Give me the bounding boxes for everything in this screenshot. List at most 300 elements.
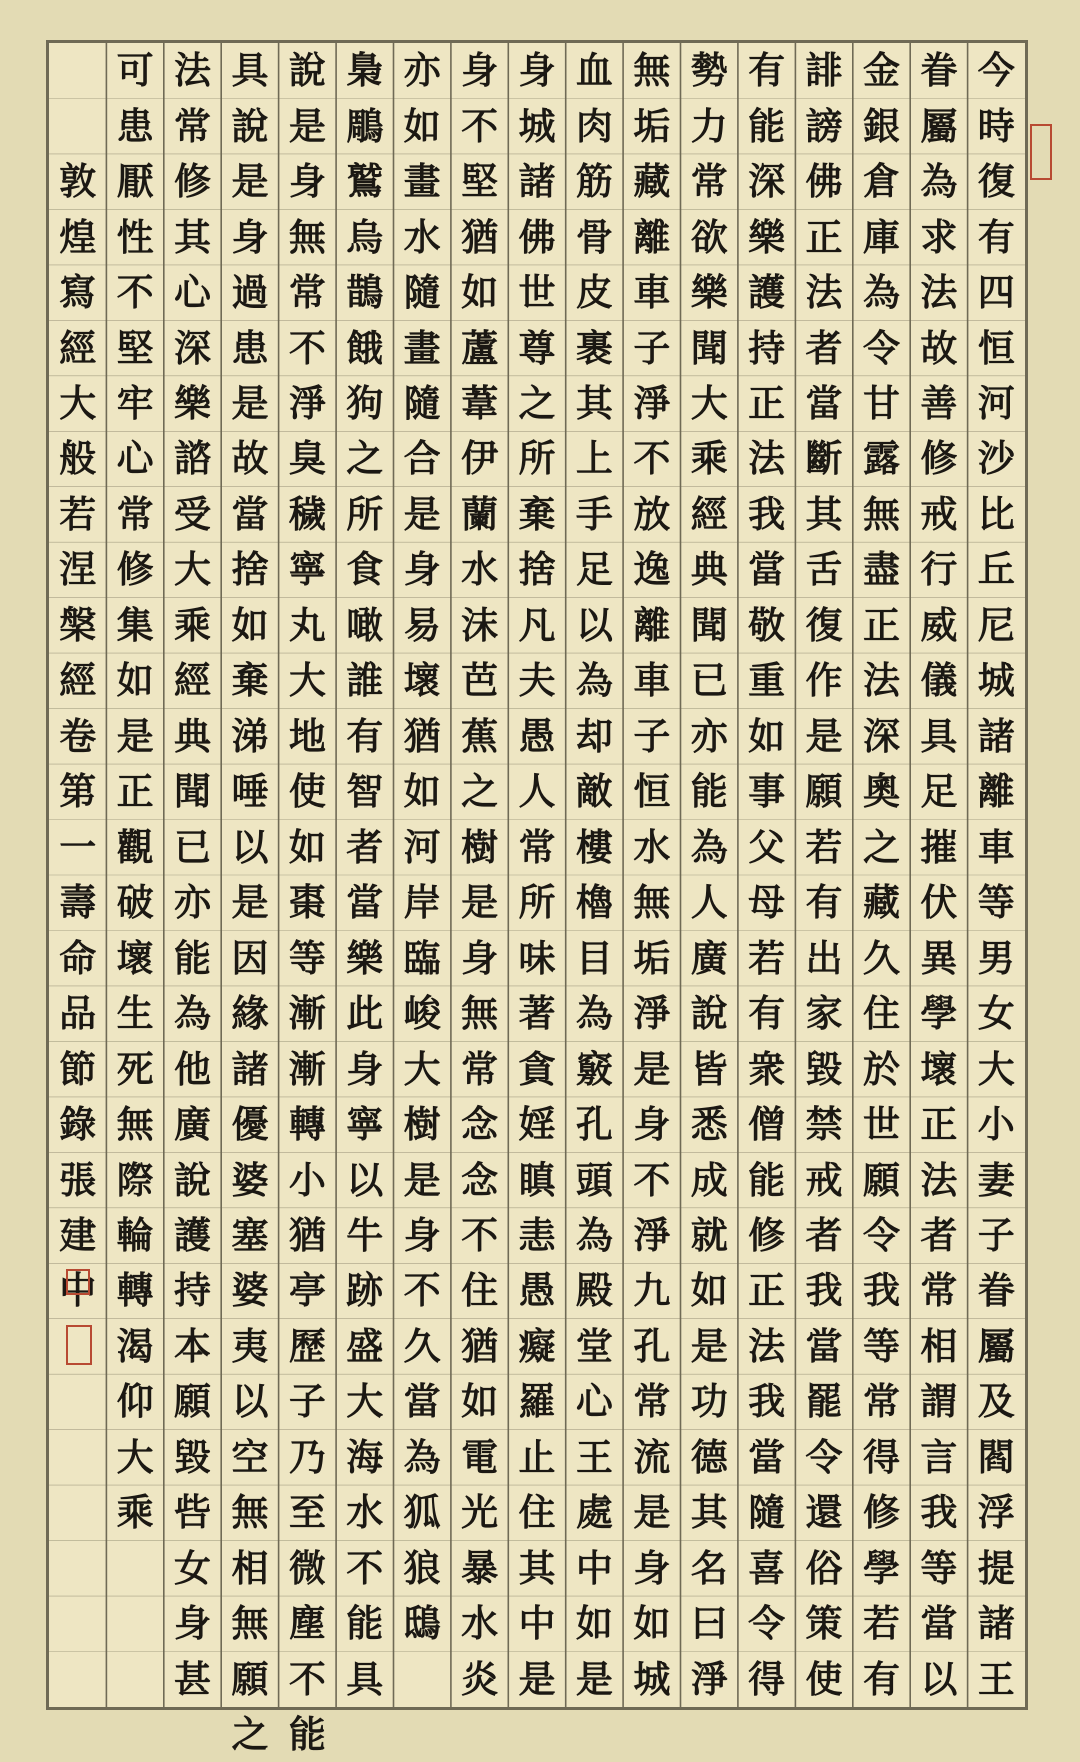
character: 敦 [59, 159, 97, 204]
artist-seal [66, 1269, 90, 1295]
character: 修 [920, 436, 958, 481]
character: 至 [288, 1490, 326, 1535]
character: 若 [862, 1601, 900, 1646]
character: 如 [116, 658, 154, 703]
character: 是 [805, 713, 843, 758]
character: 若 [805, 824, 843, 869]
character: 際 [116, 1157, 154, 1202]
character: 當 [748, 1434, 786, 1479]
character: 水 [461, 1601, 499, 1646]
character: 喜 [748, 1545, 786, 1590]
character: 能 [748, 1157, 786, 1202]
character: 城 [633, 1656, 671, 1701]
character: 光 [461, 1490, 499, 1535]
character: 能 [288, 1712, 326, 1757]
character: 大 [690, 381, 728, 426]
character: 其 [174, 214, 212, 259]
character: 過 [231, 270, 269, 315]
character: 就 [690, 1213, 728, 1258]
character: 法 [862, 658, 900, 703]
character: 比 [977, 491, 1015, 536]
character: 如 [461, 1379, 499, 1424]
character: 沫 [461, 602, 499, 647]
character: 子 [633, 325, 671, 370]
character: 無 [231, 1601, 269, 1646]
character: 盛 [346, 1323, 384, 1368]
character: 樓 [575, 824, 613, 869]
character: 悉 [690, 1102, 728, 1147]
character: 女 [174, 1545, 212, 1590]
character: 大 [59, 381, 97, 426]
character: 以 [231, 1379, 269, 1424]
character: 微 [288, 1545, 326, 1590]
character: 是 [231, 381, 269, 426]
character: 子 [288, 1379, 326, 1424]
character: 經 [690, 491, 728, 536]
character: 為 [575, 991, 613, 1036]
character: 丸 [288, 602, 326, 647]
character: 大 [288, 658, 326, 703]
character: 學 [920, 991, 958, 1036]
character: 電 [461, 1434, 499, 1479]
character: 水 [346, 1490, 384, 1535]
character: 蘆 [461, 325, 499, 370]
character: 大 [174, 547, 212, 592]
character: 經 [174, 658, 212, 703]
character: 甘 [862, 381, 900, 426]
character: 令 [748, 1601, 786, 1646]
character: 樂 [748, 214, 786, 259]
character: 渴 [116, 1323, 154, 1368]
character: 當 [403, 1379, 441, 1424]
character: 恒 [977, 325, 1015, 370]
character: 深 [748, 159, 786, 204]
character: 著 [518, 991, 556, 1036]
character: 臭 [288, 436, 326, 481]
character: 諸 [977, 713, 1015, 758]
character: 復 [977, 159, 1015, 204]
character: 倉 [862, 159, 900, 204]
character: 如 [461, 270, 499, 315]
character: 為 [575, 1213, 613, 1258]
character: 裹 [575, 325, 613, 370]
character: 法 [748, 436, 786, 481]
character: 涅 [59, 547, 97, 592]
character: 恒 [633, 769, 671, 814]
character: 乘 [174, 602, 212, 647]
character: 沙 [977, 436, 1015, 481]
character: 之 [518, 381, 556, 426]
character: 不 [633, 436, 671, 481]
character: 常 [174, 103, 212, 148]
character: 牛 [346, 1213, 384, 1258]
character: 車 [977, 824, 1015, 869]
character: 久 [403, 1323, 441, 1368]
text-column [221, 43, 278, 1757]
character: 節 [59, 1046, 97, 1091]
character: 誰 [346, 658, 384, 703]
text-column [279, 43, 336, 1757]
character: 寧 [288, 547, 326, 592]
character: 炎 [461, 1656, 499, 1701]
character: 淨 [690, 1656, 728, 1701]
character: 鵰 [346, 103, 384, 148]
character: 身 [174, 1601, 212, 1646]
character: 身 [461, 935, 499, 980]
character: 修 [748, 1213, 786, 1258]
character: 身 [633, 1102, 671, 1147]
character: 鵲 [346, 270, 384, 315]
character: 堂 [575, 1323, 613, 1368]
character: 猶 [288, 1213, 326, 1258]
character: 者 [805, 1213, 843, 1258]
character: 為 [690, 824, 728, 869]
character: 蕉 [461, 713, 499, 758]
character: 念 [461, 1157, 499, 1202]
character: 相 [920, 1323, 958, 1368]
character: 人 [690, 880, 728, 925]
character: 及 [977, 1379, 1015, 1424]
character: 唾 [231, 769, 269, 814]
character: 常 [690, 159, 728, 204]
character: 血 [575, 48, 613, 93]
character: 暴 [461, 1545, 499, 1590]
character: 壽 [59, 880, 97, 925]
character: 常 [288, 270, 326, 315]
character: 藏 [862, 880, 900, 925]
text-column [508, 43, 565, 1707]
character: 筋 [575, 159, 613, 204]
character: 有 [805, 880, 843, 925]
character: 無 [461, 991, 499, 1036]
text-column [738, 43, 795, 1707]
character: 孔 [633, 1323, 671, 1368]
character: 其 [575, 381, 613, 426]
character: 牢 [116, 381, 154, 426]
character: 壞 [920, 1046, 958, 1091]
text-column [910, 43, 967, 1707]
character: 為 [575, 658, 613, 703]
character: 城 [977, 658, 1015, 703]
character: 是 [575, 1656, 613, 1701]
character: 水 [461, 547, 499, 592]
character: 貪 [518, 1046, 556, 1091]
character: 蘭 [461, 491, 499, 536]
character: 廣 [174, 1102, 212, 1147]
character: 還 [805, 1490, 843, 1535]
character: 如 [403, 769, 441, 814]
character: 丘 [977, 547, 1015, 592]
character: 壞 [403, 658, 441, 703]
character: 受 [174, 491, 212, 536]
character: 殿 [575, 1268, 613, 1313]
character: 金 [862, 48, 900, 93]
character: 深 [174, 325, 212, 370]
character: 者 [920, 1213, 958, 1258]
character: 露 [862, 436, 900, 481]
character: 尊 [518, 325, 556, 370]
character: 得 [862, 1434, 900, 1479]
character: 戒 [805, 1157, 843, 1202]
character: 臨 [403, 935, 441, 980]
text-column [336, 43, 393, 1707]
character: 愚 [518, 1268, 556, 1313]
character: 世 [518, 270, 556, 315]
character: 銀 [862, 103, 900, 148]
character: 為 [920, 159, 958, 204]
character: 涕 [231, 713, 269, 758]
character: 却 [575, 713, 613, 758]
character: 諸 [231, 1046, 269, 1091]
character: 噉 [346, 602, 384, 647]
character: 棄 [231, 658, 269, 703]
character: 逸 [633, 547, 671, 592]
character: 是 [403, 1157, 441, 1202]
character: 我 [748, 1379, 786, 1424]
character: 常 [862, 1379, 900, 1424]
character: 敬 [748, 602, 786, 647]
character: 我 [862, 1268, 900, 1313]
character: 足 [920, 769, 958, 814]
character: 患 [116, 103, 154, 148]
character: 斷 [805, 436, 843, 481]
character: 棄 [518, 491, 556, 536]
character: 鴟 [403, 1601, 441, 1646]
text-column [164, 43, 221, 1707]
character: 無 [288, 214, 326, 259]
character: 烏 [346, 214, 384, 259]
character: 身 [288, 159, 326, 204]
character: 住 [862, 991, 900, 1036]
character: 佛 [805, 159, 843, 204]
character: 般 [59, 436, 97, 481]
character: 智 [346, 769, 384, 814]
character: 樹 [461, 824, 499, 869]
character: 岸 [403, 880, 441, 925]
character: 身 [231, 214, 269, 259]
character: 心 [174, 270, 212, 315]
character: 行 [920, 547, 958, 592]
character: 持 [174, 1268, 212, 1313]
character: 身 [346, 1046, 384, 1091]
character: 狗 [346, 381, 384, 426]
character: 不 [461, 1213, 499, 1258]
character: 妻 [977, 1157, 1015, 1202]
character: 梟 [346, 48, 384, 93]
character: 等 [288, 935, 326, 980]
character: 是 [633, 1490, 671, 1535]
character: 肉 [575, 103, 613, 148]
character: 婆 [231, 1268, 269, 1313]
character: 法 [920, 270, 958, 315]
character: 得 [748, 1656, 786, 1701]
character: 瞋 [518, 1157, 556, 1202]
character: 之 [461, 769, 499, 814]
character: 浮 [977, 1490, 1015, 1535]
character: 一 [59, 824, 97, 869]
character: 隨 [403, 270, 441, 315]
character: 已 [174, 824, 212, 869]
character: 優 [231, 1102, 269, 1147]
character: 因 [231, 935, 269, 980]
character: 皮 [575, 270, 613, 315]
character: 煌 [59, 214, 97, 259]
character: 曰 [690, 1601, 728, 1646]
character: 王 [575, 1434, 613, 1479]
character: 毀 [805, 1046, 843, 1091]
character: 令 [805, 1434, 843, 1479]
character: 母 [748, 880, 786, 925]
character: 德 [690, 1434, 728, 1479]
character: 毀 [174, 1434, 212, 1479]
character: 愚 [518, 713, 556, 758]
character: 閻 [977, 1434, 1015, 1479]
character: 櫓 [575, 880, 613, 925]
character: 王 [977, 1656, 1015, 1701]
character: 者 [805, 325, 843, 370]
character: 復 [805, 602, 843, 647]
character: 心 [116, 436, 154, 481]
character: 法 [174, 48, 212, 93]
character: 亦 [174, 880, 212, 925]
character: 漸 [288, 991, 326, 1036]
character: 空 [231, 1434, 269, 1479]
artist-seal [66, 1325, 92, 1365]
character: 生 [116, 991, 154, 1036]
character: 我 [748, 491, 786, 536]
character: 謂 [920, 1379, 958, 1424]
character: 小 [288, 1157, 326, 1202]
character: 凡 [518, 602, 556, 647]
character: 峻 [403, 991, 441, 1036]
character: 策 [805, 1601, 843, 1646]
character: 骨 [575, 214, 613, 259]
character: 善 [920, 381, 958, 426]
character: 威 [920, 602, 958, 647]
character: 隨 [748, 1490, 786, 1535]
character: 芭 [461, 658, 499, 703]
character: 轉 [288, 1102, 326, 1147]
side-seal [1030, 124, 1052, 180]
character: 此 [346, 991, 384, 1036]
character: 提 [977, 1545, 1015, 1590]
character: 若 [748, 935, 786, 980]
character: 求 [920, 214, 958, 259]
character: 盡 [862, 547, 900, 592]
character: 當 [748, 547, 786, 592]
character: 仰 [116, 1379, 154, 1424]
character: 勢 [690, 48, 728, 93]
character: 身 [403, 1213, 441, 1258]
character: 當 [805, 1323, 843, 1368]
character: 舌 [805, 547, 843, 592]
character: 亦 [690, 713, 728, 758]
character: 重 [748, 658, 786, 703]
character: 淨 [633, 991, 671, 1036]
character: 佛 [518, 214, 556, 259]
character: 令 [862, 1213, 900, 1258]
character: 眷 [920, 48, 958, 93]
character: 堅 [116, 325, 154, 370]
character: 父 [748, 824, 786, 869]
character: 所 [518, 880, 556, 925]
character: 以 [346, 1157, 384, 1202]
character: 大 [116, 1434, 154, 1479]
character: 願 [805, 769, 843, 814]
character: 乘 [690, 436, 728, 481]
character: 是 [518, 1656, 556, 1701]
character: 經 [59, 658, 97, 703]
character: 城 [518, 103, 556, 148]
character: 為 [403, 1434, 441, 1479]
character: 法 [805, 270, 843, 315]
character: 說 [690, 991, 728, 1036]
character: 味 [518, 935, 556, 980]
character: 聞 [174, 769, 212, 814]
character: 藏 [633, 159, 671, 204]
text-column [106, 43, 163, 1707]
character: 修 [862, 1490, 900, 1535]
character: 子 [633, 713, 671, 758]
character: 水 [633, 824, 671, 869]
character: 竅 [575, 1046, 613, 1091]
character: 目 [575, 935, 613, 980]
character: 猶 [461, 1323, 499, 1368]
character: 樹 [403, 1102, 441, 1147]
character: 當 [231, 491, 269, 536]
character: 護 [174, 1213, 212, 1258]
character: 頭 [575, 1157, 613, 1202]
character: 名 [690, 1545, 728, 1590]
character: 於 [862, 1046, 900, 1091]
character: 垢 [633, 103, 671, 148]
character: 世 [862, 1102, 900, 1147]
character: 伏 [920, 880, 958, 925]
character: 性 [116, 214, 154, 259]
character: 有 [862, 1656, 900, 1701]
character: 有 [346, 713, 384, 758]
character: 如 [575, 1601, 613, 1646]
character: 常 [920, 1268, 958, 1313]
character: 典 [690, 547, 728, 592]
character: 處 [575, 1490, 613, 1535]
character: 大 [403, 1046, 441, 1091]
character: 說 [231, 103, 269, 148]
character: 有 [748, 991, 786, 1036]
character: 當 [805, 381, 843, 426]
character: 猶 [403, 713, 441, 758]
text-column [681, 43, 738, 1707]
character: 有 [748, 48, 786, 93]
character: 槃 [59, 602, 97, 647]
character: 塵 [288, 1601, 326, 1646]
character: 屬 [920, 103, 958, 148]
character: 說 [288, 48, 326, 93]
character: 令 [862, 325, 900, 370]
character: 淨 [288, 381, 326, 426]
character: 樂 [690, 270, 728, 315]
character: 不 [288, 325, 326, 370]
character: 捨 [231, 547, 269, 592]
character: 樂 [174, 381, 212, 426]
character: 中 [59, 1268, 97, 1313]
character: 轉 [116, 1268, 154, 1313]
character: 不 [288, 1656, 326, 1701]
character: 諸 [977, 1601, 1015, 1646]
character: 奧 [862, 769, 900, 814]
character: 眷 [977, 1268, 1015, 1313]
character: 衆 [748, 1046, 786, 1091]
